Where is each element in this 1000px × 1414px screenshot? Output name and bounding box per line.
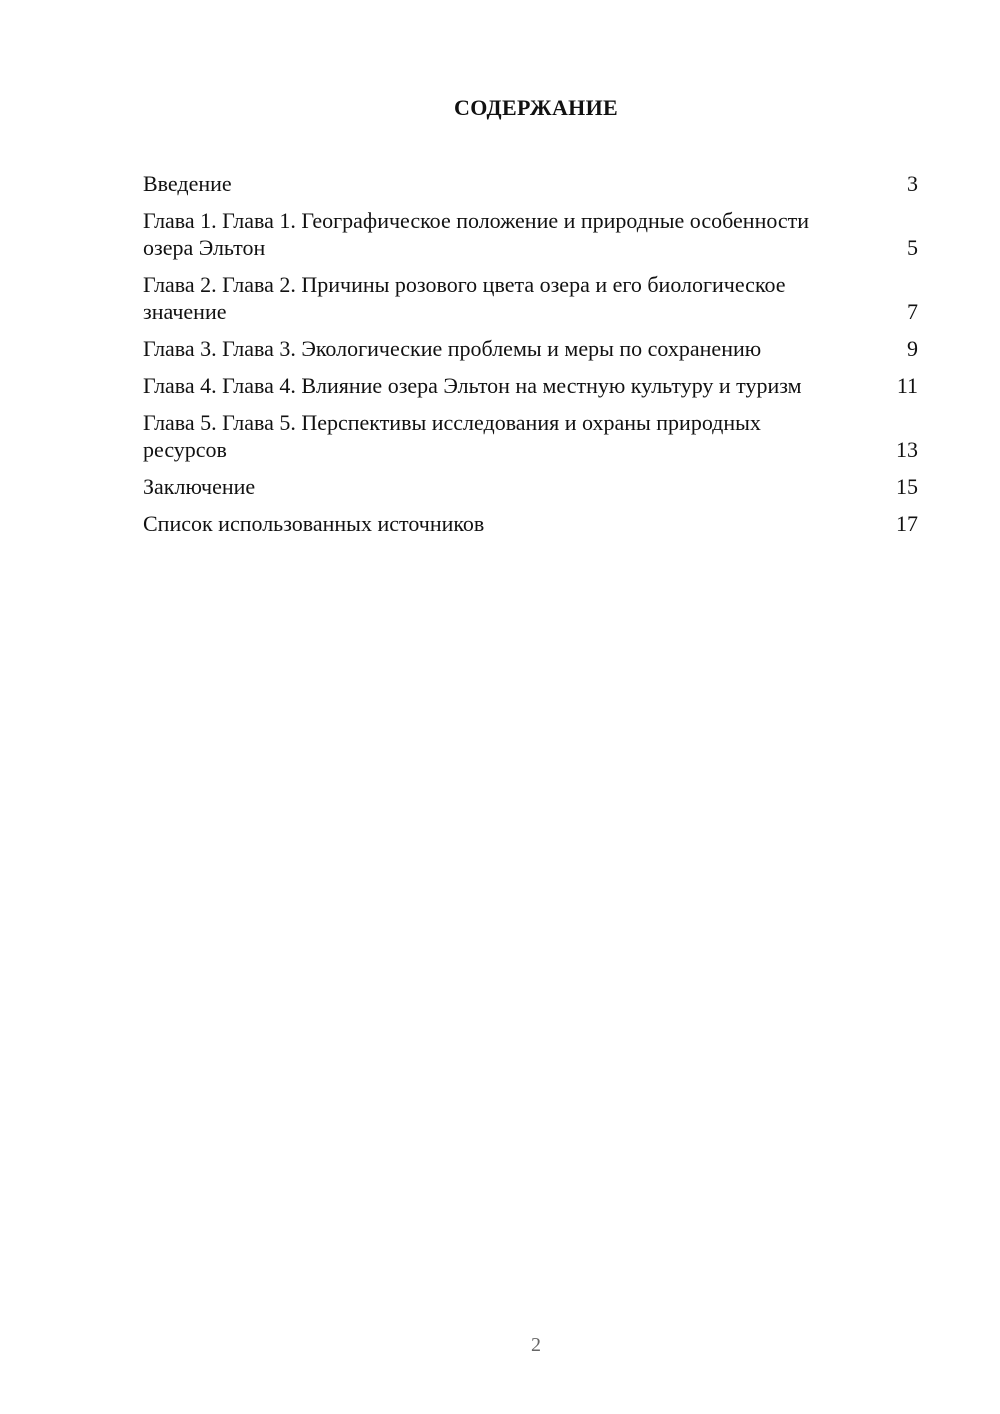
toc-item-label: Глава 5. Глава 5. Перспективы исследования и охраны природных ресурсов [143,410,761,462]
page-title: СОДЕРЖАНИЕ [454,95,618,120]
toc-item-conclusion [143,473,918,500]
toc-item-label: Список использованных источников [143,511,485,536]
toc-item-chapter-2 [143,271,918,325]
toc-item-page: 17 [896,511,918,536]
toc-item-page: 5 [907,235,918,260]
toc-item-label: Глава 3. Глава 3. Экологические проблемы и меры по сохранению [143,336,762,361]
table-of-contents [143,170,918,547]
toc-item-references [143,510,918,537]
toc-item-label: Введение [143,171,232,196]
toc-item-chapter-3 [143,335,918,362]
toc-item-chapter-5 [143,409,918,463]
toc-item-page: 11 [896,373,918,398]
toc-item-chapter-4 [143,372,918,399]
toc-item-label: Глава 1. Глава 1. Географическое положение и природные особенности озера Эльтон [143,208,810,260]
toc-item-page: 13 [896,437,918,462]
toc-item-label: Заключение [143,474,256,499]
toc-item-page: 3 [907,171,918,196]
toc-item-chapter-1 [143,207,918,261]
toc-item-introduction [143,170,918,197]
toc-item-page: 7 [907,299,918,324]
toc-item-label: Глава 2. Глава 2. Причины розового цвета озера и его биологическое значение [143,272,786,324]
page-number: 2 [531,1334,541,1356]
toc-item-label: Глава 4. Глава 4. Влияние озера Эльтон на местную культуру и туризм [143,373,802,398]
toc-item-page: 15 [896,474,918,499]
toc-item-page: 9 [907,336,918,361]
